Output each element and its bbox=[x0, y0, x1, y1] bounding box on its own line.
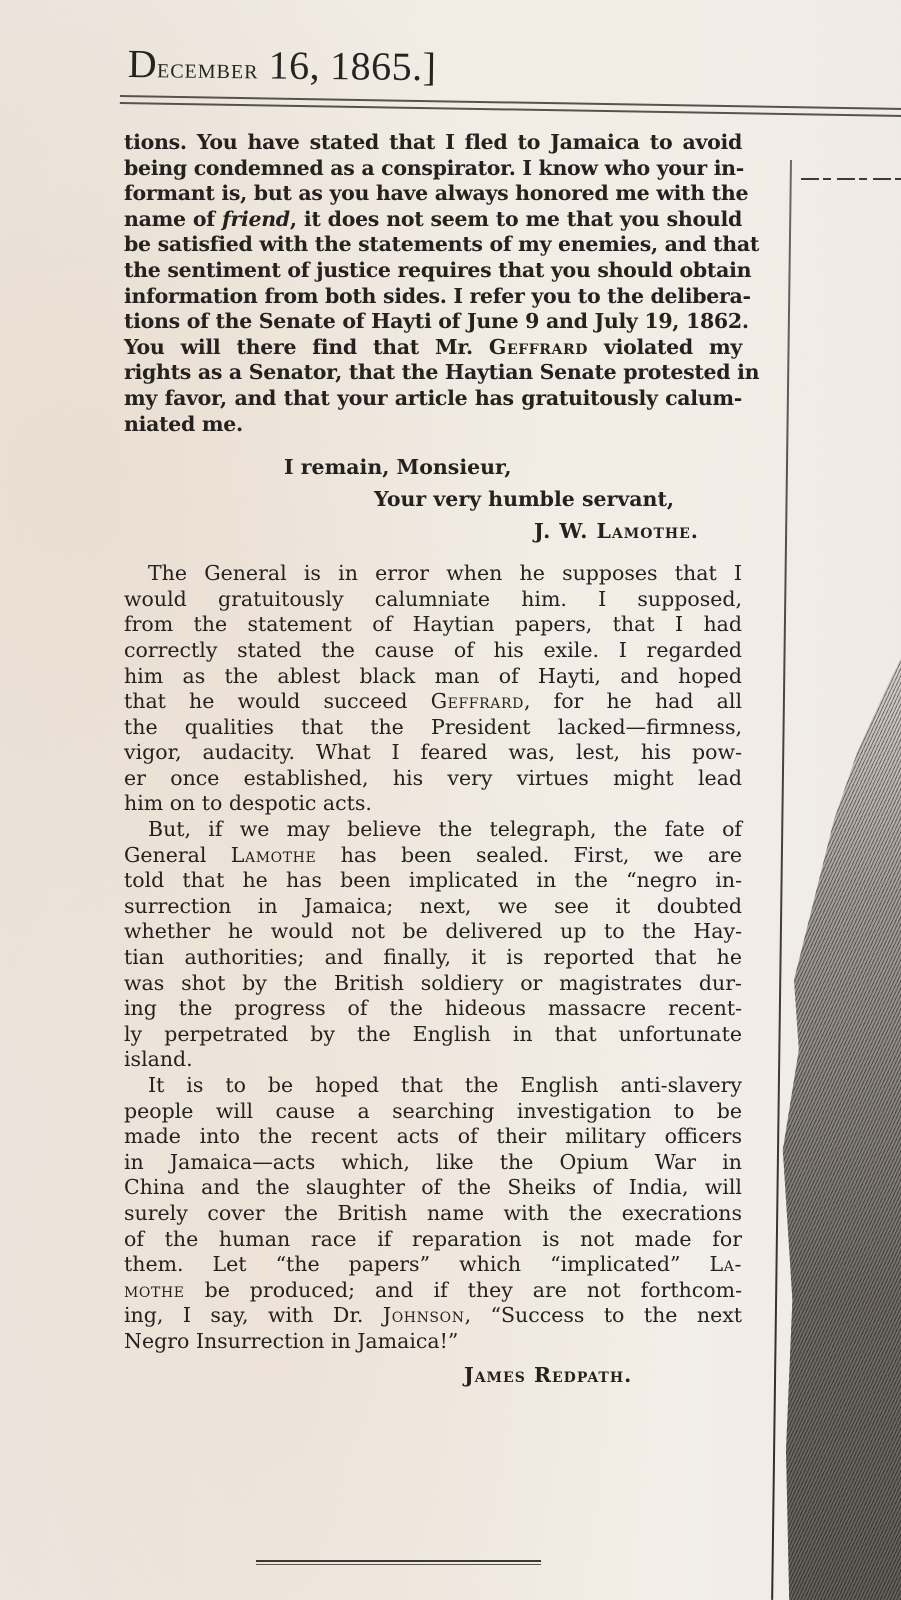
letter-line: niated me. bbox=[124, 411, 243, 436]
letter-line: information from both sides. I refer you to the delibera- bbox=[124, 283, 751, 308]
italic-word: friend bbox=[221, 206, 290, 231]
letter-line: the sentiment of justice requires that you should obtain bbox=[124, 257, 752, 282]
paragraph-line: him on to despotic acts. bbox=[124, 791, 372, 816]
paragraph-line: Negro Insurrection in Jamaica!” bbox=[124, 1328, 459, 1353]
illustration-frame-top-border bbox=[801, 178, 901, 180]
paragraph-text: ing, I say, with Dr. bbox=[124, 1303, 383, 1328]
name-smallcaps: mothe bbox=[124, 1277, 185, 1302]
paragraph-line: the qualities that the President lacked—firmness, bbox=[124, 714, 742, 739]
section-end-rule bbox=[256, 1560, 541, 1565]
paragraph-line: correctly stated the cause of his exile. I regarded bbox=[124, 637, 742, 662]
letter-line bbox=[124, 207, 742, 233]
paragraph-line: But, if we may believe the telegraph, the fate of bbox=[148, 817, 742, 842]
paragraph-line: in Jamaica—acts which, like the Opium War in bbox=[124, 1149, 742, 1174]
letter-signature: J. W. Lamothe. bbox=[534, 519, 699, 544]
paragraph-line: would gratuitously calumniate him. I supposed, bbox=[124, 586, 742, 611]
paragraph-line: was shot by the British soldiery or magistrates dur- bbox=[124, 970, 742, 995]
paragraph-line: China and the slaughter of the Sheiks of India, will bbox=[124, 1175, 742, 1200]
paragraph-line: of the human race if reparation is not made for bbox=[124, 1226, 742, 1251]
paragraph-line: from the statement of Haytian papers, that I had bbox=[124, 612, 742, 637]
letter-line: formant is, but as you have always honored me with the bbox=[124, 181, 749, 206]
letter-block bbox=[124, 130, 760, 547]
letter-line: my favor, and that your article has gratuitously calum- bbox=[124, 385, 742, 410]
paragraph-line bbox=[124, 843, 742, 869]
editorial-paragraph-1 bbox=[124, 561, 742, 817]
letter-text: name of bbox=[124, 206, 222, 231]
letter-line: tions. You have stated that I fled to Jamaica to avoid bbox=[124, 130, 742, 154]
letter-closing: Your very humble servant, bbox=[374, 487, 675, 512]
date-year: 1865. bbox=[329, 43, 423, 90]
name-smallcaps: Johnson bbox=[382, 1303, 465, 1328]
paragraph-text: General bbox=[124, 842, 231, 867]
paragraph-text: them. Let “the papers” which “implicated” bbox=[124, 1252, 710, 1277]
header-double-rule bbox=[120, 95, 901, 117]
name-smallcaps: Geffrard bbox=[488, 334, 588, 359]
paragraph-line: surely cover the British name with the execrations bbox=[124, 1200, 742, 1225]
paragraph-line: It is to be hoped that the English anti-slavery bbox=[148, 1073, 742, 1097]
paragraph-line: told that he has been implicated in the “negro in- bbox=[124, 868, 742, 893]
spacer bbox=[124, 547, 742, 561]
paragraph-line: ing the progress of the hideous massacre recent- bbox=[124, 996, 742, 1021]
article-column bbox=[124, 130, 760, 1395]
date-bracket: ] bbox=[422, 44, 437, 90]
paragraph-line: surrection in Jamaica; next, we see it doubted bbox=[124, 893, 742, 918]
paragraph-line bbox=[124, 689, 742, 715]
article-signature: James Redpath. bbox=[464, 1362, 633, 1387]
paragraph-text: , “Success to the next bbox=[464, 1303, 742, 1328]
paragraph-line: ly perpetrated by the English in that unfortunate bbox=[124, 1021, 742, 1046]
paragraph-line: er once established, his very virtues might lead bbox=[124, 765, 742, 790]
letter-line: being condemned as a conspirator. I know who your in- bbox=[124, 155, 744, 180]
editorial-paragraph-3 bbox=[124, 1073, 742, 1355]
letter-text: , it does not seem to me that you should bbox=[289, 206, 742, 231]
name-smallcaps: La- bbox=[709, 1252, 742, 1277]
letter-closing: I remain, Monsieur, bbox=[284, 455, 512, 480]
letter-line: be satisfied with the statements of my enemies, and that bbox=[124, 232, 760, 257]
paragraph-line bbox=[124, 1252, 742, 1278]
paragraph-line: vigor, audacity. What I feared was, lest, his pow- bbox=[124, 740, 742, 765]
paragraph-line: The General is in error when he supposes that I bbox=[148, 561, 742, 586]
paragraph-line bbox=[124, 1303, 742, 1329]
paragraph-line: made into the recent acts of their military officers bbox=[124, 1124, 742, 1149]
page-date-header bbox=[128, 40, 437, 90]
paragraph-line: people will cause a searching investigation to be bbox=[124, 1098, 742, 1123]
date-initial: D bbox=[127, 40, 158, 87]
letter-line: tions of the Senate of Hayti of June 9 and July 19, 1862. bbox=[124, 309, 749, 334]
paragraph-text: has been sealed. First, we are bbox=[316, 842, 742, 867]
letter-text: You will there find that Mr. bbox=[124, 334, 489, 359]
date-month: ecember bbox=[156, 52, 259, 86]
engraved-illustration bbox=[770, 600, 901, 1600]
paragraph-line: whether he would not be delivered up to the Hay- bbox=[124, 919, 742, 944]
date-day: 16, bbox=[268, 42, 321, 89]
letter-text: violated my bbox=[587, 334, 742, 359]
paragraph-line bbox=[124, 1278, 742, 1304]
name-smallcaps: Geffrard bbox=[430, 689, 524, 714]
letter-line bbox=[124, 335, 742, 361]
paragraph-text: that he would succeed bbox=[124, 689, 431, 714]
paragraph-line: him as the ablest black man of Hayti, and hoped bbox=[124, 663, 742, 688]
name-smallcaps: Lamothe bbox=[230, 842, 317, 867]
editorial-paragraph-2 bbox=[124, 817, 742, 1073]
paragraph-line: island. bbox=[124, 1047, 193, 1072]
spacer bbox=[124, 437, 742, 451]
paragraph-line: tian authorities; and finally, it is reported that he bbox=[124, 945, 742, 970]
letter-line: rights as a Senator, that the Haytian Senate protested in bbox=[124, 360, 760, 385]
paragraph-text: , for he had all bbox=[523, 689, 742, 714]
paragraph-text: be produced; and if they are not forthcom- bbox=[184, 1277, 742, 1302]
